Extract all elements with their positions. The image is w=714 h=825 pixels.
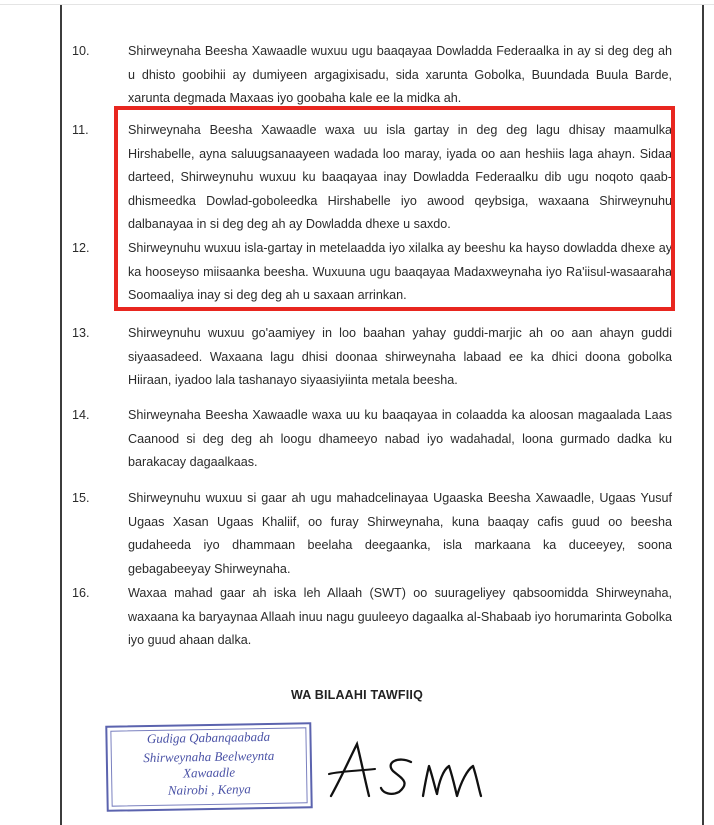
paragraph-number: 10. [72, 44, 90, 58]
paragraph-text: Shirweynuhu wuxuu si gaar ah ugu mahadcelinayaa Ugaaska Beesha Xawaadle, Ugaas Yusuf Ugaas Xasan Ugaas Khaliif, oo furay Shirweynaha, kuna baaqay cafis guud oo beesha gudaheeda iyo dhammaan beelaha deegaanka, isla markaana ka duceeyey, soona gebagabeeyay Shirweynaha. [128, 491, 672, 576]
paragraph-text: Shirweynaha Beesha Xawaadle waxa uu ku baaqayaa in colaadda ka aloosan magaalada Laas Caanood si deg deg ah loogu dhameeyo nabad iyo wadahadal, loona gurmado dadka ku barakacay dagaalkaas. [128, 408, 672, 469]
paragraph-number: 15. [72, 491, 90, 505]
paragraph-text: Shirweynuhu wuxuu isla-gartay in metelaadda iyo xilalka ay beeshu ka hayso dowladda dhexe ay ka hooseyso miisaanka beesha. Wuxuuna ugu baaqayaa Madaxweynaha iyo Ra'iisul-wasaaraha Soomaaliya inay si deg deg ah u saxaan arrinkan. [128, 241, 672, 302]
paragraph-10 [72, 40, 672, 111]
closing-line: WA BILAAHI TAWFIIQ [290, 688, 424, 702]
paragraph-number: 16. [72, 586, 90, 600]
paragraph-16 [72, 582, 672, 653]
stamp-line: Gudiga Qabanqaabada [146, 728, 271, 747]
paragraph-14 [72, 404, 672, 475]
red-highlight-box [114, 106, 675, 311]
paragraph-number: 14. [72, 408, 90, 422]
paragraph-text: Waxaa mahad gaar ah iska leh Allaah (SWT) oo suurageliyey qabsoomidda Shirweynaha, waxaana ka baryaynaa Allaah inuu nagu guuleeyo dagaalka al-Shabaab iyo horumarinta Gobolka iyo guud ahaan dalka. [128, 586, 673, 647]
paragraph-number: 13. [72, 326, 90, 340]
paragraph-number: 11. [72, 123, 89, 137]
paragraph-number: 12. [72, 241, 90, 255]
stamp-line: Xawaadle [182, 764, 236, 781]
paragraph-15 [72, 487, 672, 581]
paragraph-text: Shirweynuhu wuxuu go'aamiyey in loo baahan yahay guddi-marjic ah oo aan ahayn guddi siyaasadeed. Waxaana lagu dhisi doonaa shirweynaha labaad ee ka dhici doona gobolka Hiiraan, iyadoo lala tashanayo siyaasiyiinta metala beesha. [128, 326, 672, 387]
paragraph-13 [72, 322, 672, 393]
signature [327, 738, 487, 800]
paragraph-text: Shirweynaha Beesha Xawaadle waxa uu isla gartay in deg deg lagu dhisay maamulka Hirshabelle, ayna saluugsanaayeen wadada loo maray, iyada oo aan heshiis laga ahayn. Sidaa darteed, Shirweynuhu wuxuu ku baaqayaa inay Dowladda Federaalku dib ugu noqoto qaab-dhismeedka Dowlad-goboleedka Hirshabelle iyo awood qeybsiga, waxaana Shirweynuhu dalbanayaa in si deg deg ah ay Dowladda dhexe u saxdo. [128, 123, 672, 231]
stamp-line: Nairobi , Kenya [167, 781, 251, 798]
committee-stamp [105, 722, 312, 812]
paragraph-text: Shirweynaha Beesha Xawaadle wuxuu ugu baaqayaa Dowladda Federaalka in ay si deg deg ah u dhisto goobihii ay dumiyeen argagixisadu, sida xarunta Gobolka, Buundada Buula Barde, xarunta degmada Maxaas iyo goobaha kale ee la midka ah. [128, 44, 672, 105]
stamp-line: Shirweynaha Beelweynta [143, 747, 275, 766]
